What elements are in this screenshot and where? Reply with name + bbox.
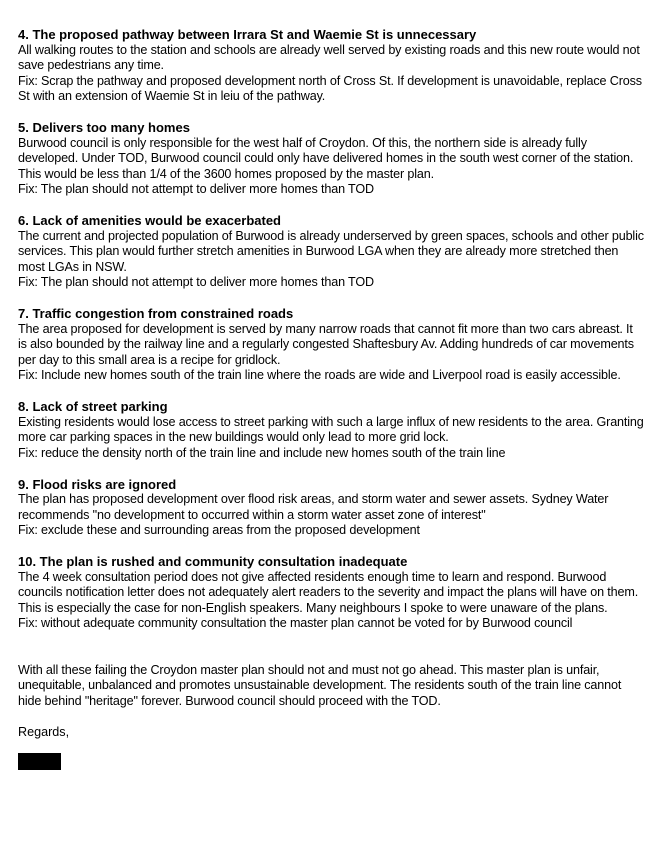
section-fix: Fix: exclude these and surrounding areas from the proposed development [18, 523, 420, 537]
section-body: The current and projected population of Burwood is already underserved by green spaces, schools and other public services. This plan would further stretch amenities in Burwood LGA when they are already more stretched then most LGAs in NSW. [18, 228, 644, 274]
section-fix: Fix: Include new homes south of the train line where the roads are wide and Liverpool road is easily accessible. [18, 368, 621, 382]
section-8 [18, 399, 644, 461]
section-body: All walking routes to the station and schools are already well served by existing roads and this new route would not save pedestrians any time. [18, 42, 640, 72]
section-fix: Fix: The plan should not attempt to deliver more homes than TOD [18, 182, 374, 196]
section-heading: 8. Lack of street parking [18, 399, 168, 414]
section-4 [18, 27, 644, 105]
section-fix: Fix: Scrap the pathway and proposed development north of Cross St. If development is unavoidable, replace Cross St with an extension of Waemie St in leiu of the pathway. [18, 73, 642, 103]
section-heading: 5. Delivers too many homes [18, 120, 190, 135]
section-heading: 10. The plan is rushed and community consultation inadequate [18, 554, 408, 569]
redacted-signature [18, 753, 61, 770]
section-heading: 9. Flood risks are ignored [18, 476, 177, 492]
section-fix: Fix: without adequate community consultation the master plan cannot be voted for by Burwood council [18, 616, 573, 630]
section-10 [18, 554, 644, 632]
section-body: Existing residents would lose access to street parking with such a large influx of new residents to the area. Granting more car parking spaces in the new buildings would only lead to more grid lock. [18, 414, 644, 444]
section-body: Burwood council is only responsible for the west half of Croydon. Of this, the northern side is already fully developed. Under TOD, Burwood council could only have delivered homes in the south west corner of the station. This would be less than 1/4 of the 3600 homes proposed by the master plan. [18, 135, 634, 181]
section-6 [18, 213, 644, 291]
signoff: Regards, [18, 724, 70, 739]
section-body: The area proposed for development is served by many narrow roads that cannot fit more than two cars abreast. It is also bounded by the railway line and a regularly congested Shaftesbury Av. Adding hundreds of car movements per day to this small area is a recipe for gridlock. [18, 321, 634, 367]
section-heading: 7. Traffic congestion from constrained roads [18, 306, 294, 321]
section-body: The plan has proposed development over flood risk areas, and storm water and sewer assets. Sydney Water recommends "no development to occurred within a storm water asset zone of interest" [18, 492, 609, 522]
section-fix: Fix: reduce the density north of the train line and include new homes south of the train line [18, 445, 506, 460]
section-7 [18, 306, 644, 384]
closing-paragraph: With all these failing the Croydon master plan should not and must not go ahead. This master plan is unfair, unequitable, unbalanced and promotes unsustainable development. The residents south of the train line cannot hide behind "heritage" forever. Burwood council should proceed with the TOD. [18, 662, 622, 708]
section-9 [18, 477, 644, 539]
section-heading: 4. The proposed pathway between Irrara St and Waemie St is unnecessary [18, 27, 477, 42]
section-heading: 6. Lack of amenities would be exacerbated [18, 213, 281, 228]
section-body: The 4 week consultation period does not give affected residents enough time to learn and respond. Burwood councils notification letter does not adequately alert readers to the severity and impact the plans will have on them. This is especially the case for non-English speakers. Many neighbours I spoke to were unaware of the plans. [18, 569, 639, 615]
section-5 [18, 120, 644, 198]
section-fix: Fix: The plan should not attempt to deliver more homes than TOD [18, 275, 374, 289]
document-page [18, 27, 644, 770]
